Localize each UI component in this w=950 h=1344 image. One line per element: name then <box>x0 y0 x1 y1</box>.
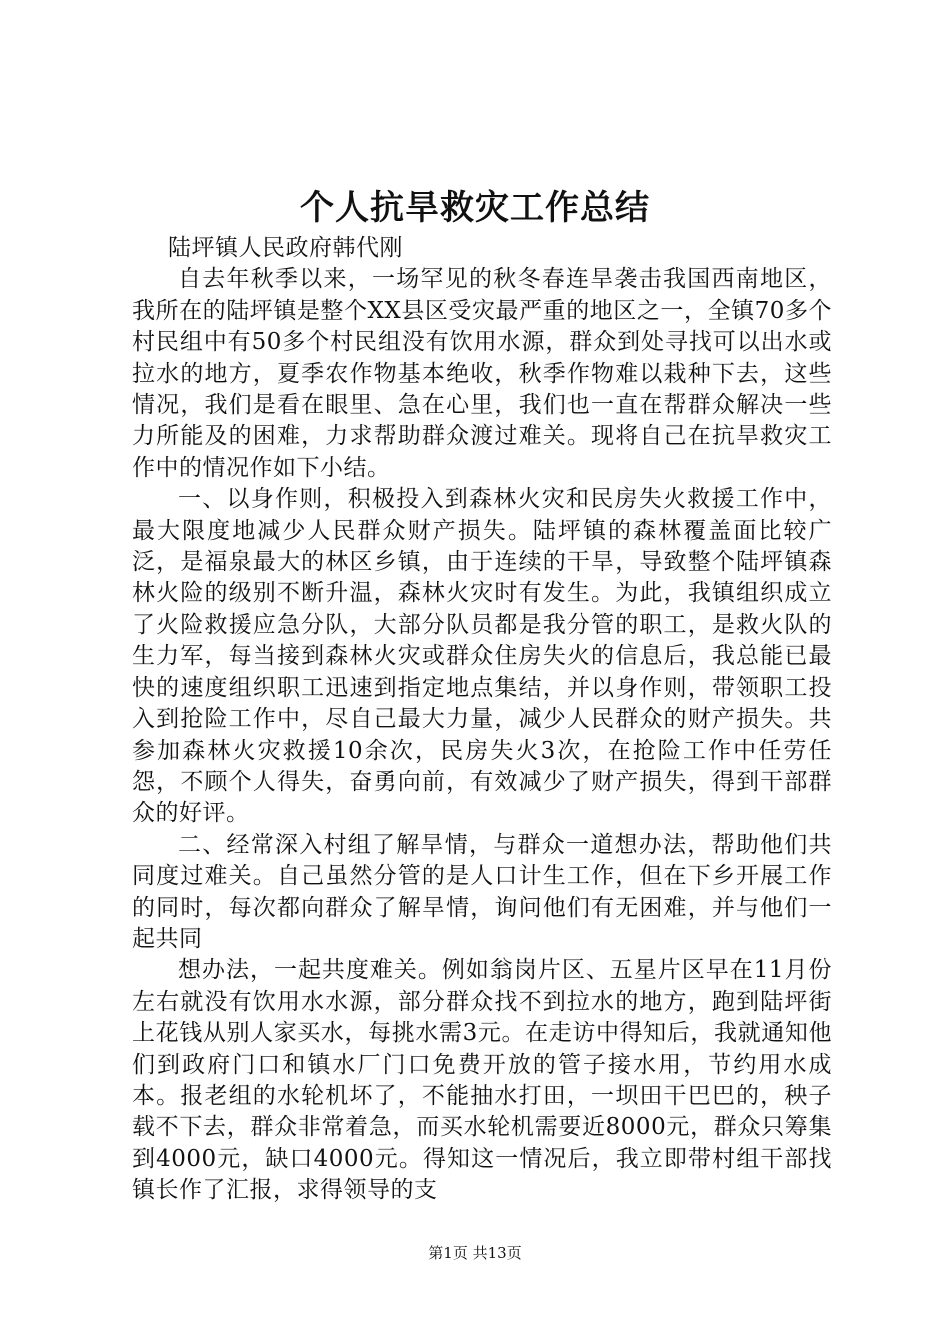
paragraph-section-2: 二、经常深入村组了解旱情，与群众一道想办法，帮助他们共同度过难关。自己虽然分管的是人口计生工作，但在下乡开展工作的同时，每次都向群众了解旱情，询问他们有无困难，并与他们一起共同 <box>132 831 832 952</box>
page-footer: 第1页 共13页 <box>428 1244 522 1262</box>
document-title: 个人抗旱救灾工作总结 <box>300 188 650 228</box>
paragraph-intro: 自去年秋季以来，一场罕见的秋冬春连旱袭击我国西南地区，我所在的陆坪镇是整个XX县区受灾最严重的地区之一，全镇70多个村民组中有50多个村民组没有饮用水源，群众到处寻找可以出水或拉水的地方，夏季农作物基本绝收，秋季作物难以栽种下去，这些情况，我们是看在眼里、急在心里，我们也一直在帮群众解决一些力所能及的困难，力求帮助群众渡过难关。现将自己在抗旱救灾工作中的情况作如下小结。 <box>132 266 832 481</box>
paragraph-continuation: 想办法，一起共度难关。例如翁岗片区、五星片区早在11月份左右就没有饮用水水源，部分群众找不到拉水的地方，跑到陆坪街上花钱从别人家买水，每挑水需3元。在走访中得知后，我就通知他们到政府门口和镇水厂门口免费开放的管子接水用，节约用水成本。报老组的水轮机坏了，不能抽水打田，一坝田干巴巴的，秧子载不下去，群众非常着急，而买水轮机需要近8000元，群众只筹集到4000元，缺口4000元。得知这一情况后，我立即带村组干部找镇长作了汇报，求得领导的支 <box>132 957 832 1204</box>
document-body <box>132 233 832 1207</box>
author-line: 陆坪镇人民政府韩代刚 <box>168 235 403 261</box>
paragraph-section-1: 一、以身作则，积极投入到森林火灾和民房失火救援工作中，最大限度地减少人民群众财产损失。陆坪镇的森林覆盖面比较广泛，是福泉最大的林区乡镇，由于连续的干旱，导致整个陆坪镇森林火险的级别不断升温，森林火灾时有发生。为此，我镇组织成立了火险救援应急分队，大部分队员都是我分管的职工，是救火队的生力军，每当接到森林火灾或群众住房失火的信息后，我总能已最快的速度组织职工迅速到指定地点集结，并以身作则，带领职工投入到抢险工作中，尽自己最大力量，减少人民群众的财产损失。共参加森林火灾救援10余次，民房失火3次，在抢险工作中任劳任怨，不顾个人得失，奋勇向前，有效减少了财产损失，得到干部群众的好评。 <box>132 486 832 827</box>
